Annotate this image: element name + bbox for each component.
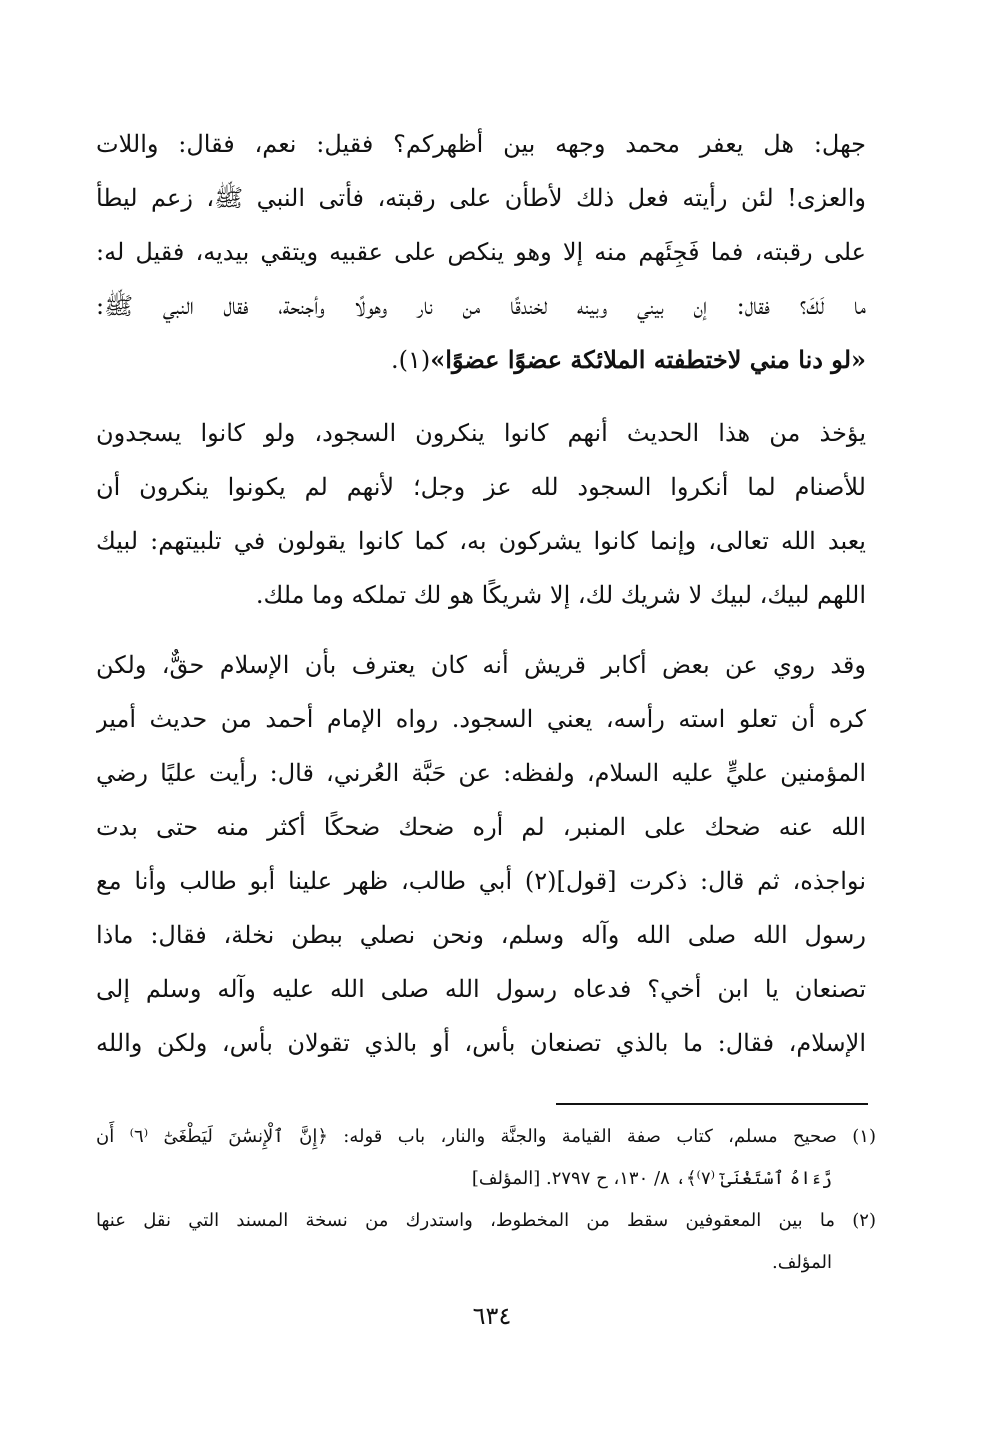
paragraph-3 [96, 638, 866, 1070]
text-line [96, 333, 866, 387]
text-line: تصنعان يا ابن أخي؟ فدعاه رسول الله صلى الله عليه وآله وسلم إلى [96, 975, 866, 1003]
footnote-line: المؤلف. [771, 1252, 832, 1273]
text-line: الله عنه ضحك على المنبر، لم أره ضحك ضحكًا أكثر منه حتى بدت [96, 813, 866, 841]
text-line: للأصنام لما أنكروا السجود لله عز وجل؛ لأنهم لم يكونوا ينكرون أن [96, 473, 866, 501]
footnote-line: (١) صحيح مسلم، كتاب صفة القيامة والجنَّة والنار، باب قوله: ﴿إِنَّ ٱلْإِنسَٰنَ لَيَطْغَىٰٓ ⁽٦⁾ أَن [96, 1126, 876, 1147]
paragraph-1 [96, 117, 866, 387]
text-line: الإسلام، فقال: ما بالذي تصنعان بأس، أو بالذي تقولان بأس، ولكن والله [96, 1029, 866, 1057]
footnote-ref: (١). [391, 346, 431, 374]
footnote-line: (٢) ما بين المعقوفين سقط من المخطوط، واستدرك من نسخة المسند التي نقل عنها [96, 1210, 876, 1231]
text-line: ما لَكَ؟ فقال: إن بيني وبينه لخندقًا من نار وهولًا وأجنحة، فقال النبي ﷺ: [96, 292, 866, 320]
text-line: المؤمنين عليٍّ عليه السلام، ولفظه: عن حَبَّة العُرني، قال: رأيت عليًا رضي [96, 759, 866, 787]
text-line: يعبد الله تعالى، وإنما كانوا يشركون به، كما كانوا يقولون في تلبيتهم: لبيك [96, 527, 866, 555]
page-number: ٦٣٤ [472, 1302, 512, 1330]
footnotes [96, 1116, 876, 1284]
text-line: يؤخذ من هذا الحديث أنهم كانوا ينكرون السجود، ولو كانوا يسجدون [96, 419, 866, 447]
text-line: رسول الله صلى الله وآله وسلم، ونحن نصلي ببطن نخلة، فقال: ماذا [96, 921, 866, 949]
hadith-quote: «لو دنا مني لاختطفته الملائكة عضوًا عضوًا» [430, 345, 866, 374]
text-line: نواجذه، ثم قال: ذكرت [قول](٢) أبي طالب، ظهر علينا أبو طالب وأنا مع [96, 867, 866, 895]
paragraph-2 [96, 406, 866, 622]
text-line: والعزى! لئن رأيته فعل ذلك لأطأن على رقبته، فأتى النبي ﷺ، زعم ليطأ [96, 184, 866, 212]
text-line: كره أن تعلو استه رأسه، يعني السجود. رواه الإمام أحمد من حديث أمير [96, 705, 866, 733]
footnote-line: رَّءَاهُ ٱسْتَغْنَىٰٓ ⁽٧⁾﴾، ٨/ ١٣٠، ح ٢٧٩٧. [المؤلف] [471, 1168, 832, 1189]
text-line: وقد روي عن بعض أكابر قريش أنه كان يعترف بأن الإسلام حقٌّ، ولكن [96, 651, 866, 679]
text-line: جهل: هل يعفر محمد وجهه بين أظهركم؟ فقيل: نعم، فقال: واللات [96, 130, 866, 158]
text-line: اللهم لبيك، لبيك لا شريك لك، إلا شريكًا هو لك تملكه وما ملك. [255, 581, 866, 609]
text-line: على رقبته، فما فَجِئَهم منه إلا وهو ينكص على عقبيه ويتقي بيديه، فقيل له: [96, 238, 866, 266]
footnote-divider [556, 1103, 868, 1105]
